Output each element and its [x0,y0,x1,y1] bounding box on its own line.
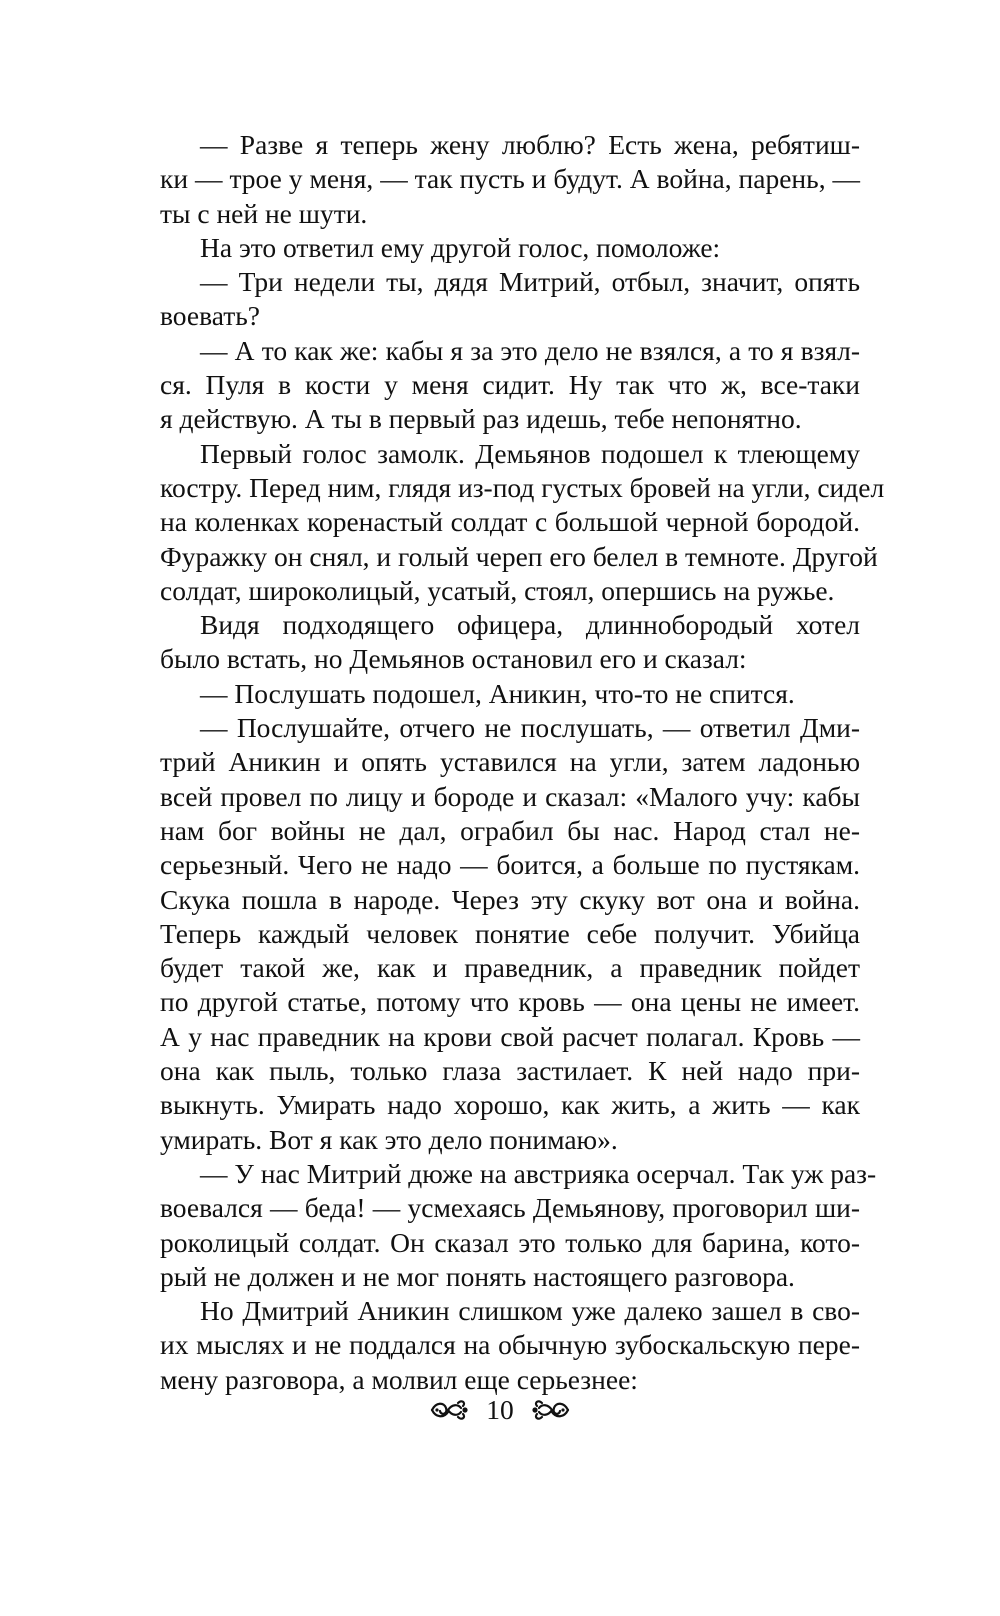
page-footer [0,1390,1000,1430]
body-text [160,128,885,1397]
text-line: костру. Перед ним, глядя из-под густых бровей на угли, сидел [160,471,885,503]
text-line: Первый голос замолк. Демьянов подошел к тлеющему [200,437,860,469]
text-line: я действую. А ты в первый раз идешь, тебе непонятно. [160,403,802,435]
text-line: всей провел по лицу и бороде и сказал: «Малого учу: кабы [160,780,860,812]
text-line: — А то как же: кабы я за это дело не взялся, а то я взял- [200,334,860,366]
text-line: роколицый солдат. Он сказал это только для барина, кото- [160,1226,860,1258]
text-line: — Послушать подошел, Аникин, что-то не спится. [200,677,795,709]
text-line: А у нас праведник на крови свой расчет полагал. Кровь — [160,1020,860,1052]
text-line: — Три недели ты, дядя Митрий, отбыл, значит, опять [200,266,860,298]
text-line: их мыслях и не поддался на обычную зубоскальскую пере- [160,1329,860,1361]
text-line: мену разговора, а молвил еще серьезнее: [160,1363,638,1395]
text-line: Теперь каждый человек понятие себе получит. Убийца [160,917,860,949]
fleuron-left-icon [428,1397,468,1423]
text-line: Но Дмитрий Аникин слишком уже далеко зашел в сво- [200,1295,860,1327]
text-line: она как пыль, только глаза застилает. К ней надо при- [160,1055,860,1087]
text-line: серьезный. Чего не надо — боится, а больше по пустякам. [160,849,860,881]
text-line: Скука пошла в народе. Через эту скуку вот она и война. [160,883,860,915]
text-line: солдат, широколицый, усатый, стоял, опершись на ружье. [160,574,835,606]
text-line: Фуражку он снял, и голый череп его белел в темноте. Другой [160,540,878,572]
text-line: На это ответил ему другой голос, помоложе: [200,231,721,263]
text-line: умирать. Вот я как это дело понимаю». [160,1123,618,1155]
text-line: воевать? [160,300,260,332]
text-line: было встать, но Демьянов остановил его и сказал: [160,643,747,675]
text-line: ты с ней не шути. [160,197,368,229]
text-line: Видя подходящего офицера, длиннобородый хотел [200,609,860,641]
text-line: — Послушайте, отчего не послушать, — ответил Дми- [200,712,860,744]
text-line: рый не должен и не мог понять настоящего разговора. [160,1260,795,1292]
text-line: будет такой же, как и праведник, а праведник пойдет [160,952,860,984]
text-line: на коленках коренастый солдат с большой черной бородой. [160,506,860,538]
text-line: воевался — беда! — усмехаясь Демьянову, проговорил ши- [160,1192,860,1224]
text-line: по другой статье, потому что кровь — она цены не имеет. [160,986,860,1018]
text-line: — У нас Митрий дюже на австрияка осерчал. Так уж раз- [200,1157,877,1189]
text-line: — Разве я теперь жену люблю? Есть жена, ребятиш- [200,129,860,160]
text-line: нам бог войны не дал, ограбил бы нас. Народ стал не- [160,814,860,846]
page-number: 10 [486,1394,514,1425]
text-line: трий Аникин и опять уставился на угли, затем ладонью [160,746,860,778]
text-line: ки — трое у меня, — так пусть и будут. А война, парень, — [160,163,860,195]
text-line: выкнуть. Умирать надо хорошо, как жить, а жить — как [160,1089,860,1121]
text-line: ся. Пуля в кости у меня сидит. Ну так что ж, все-таки [160,369,860,401]
fleuron-right-icon [532,1397,572,1423]
